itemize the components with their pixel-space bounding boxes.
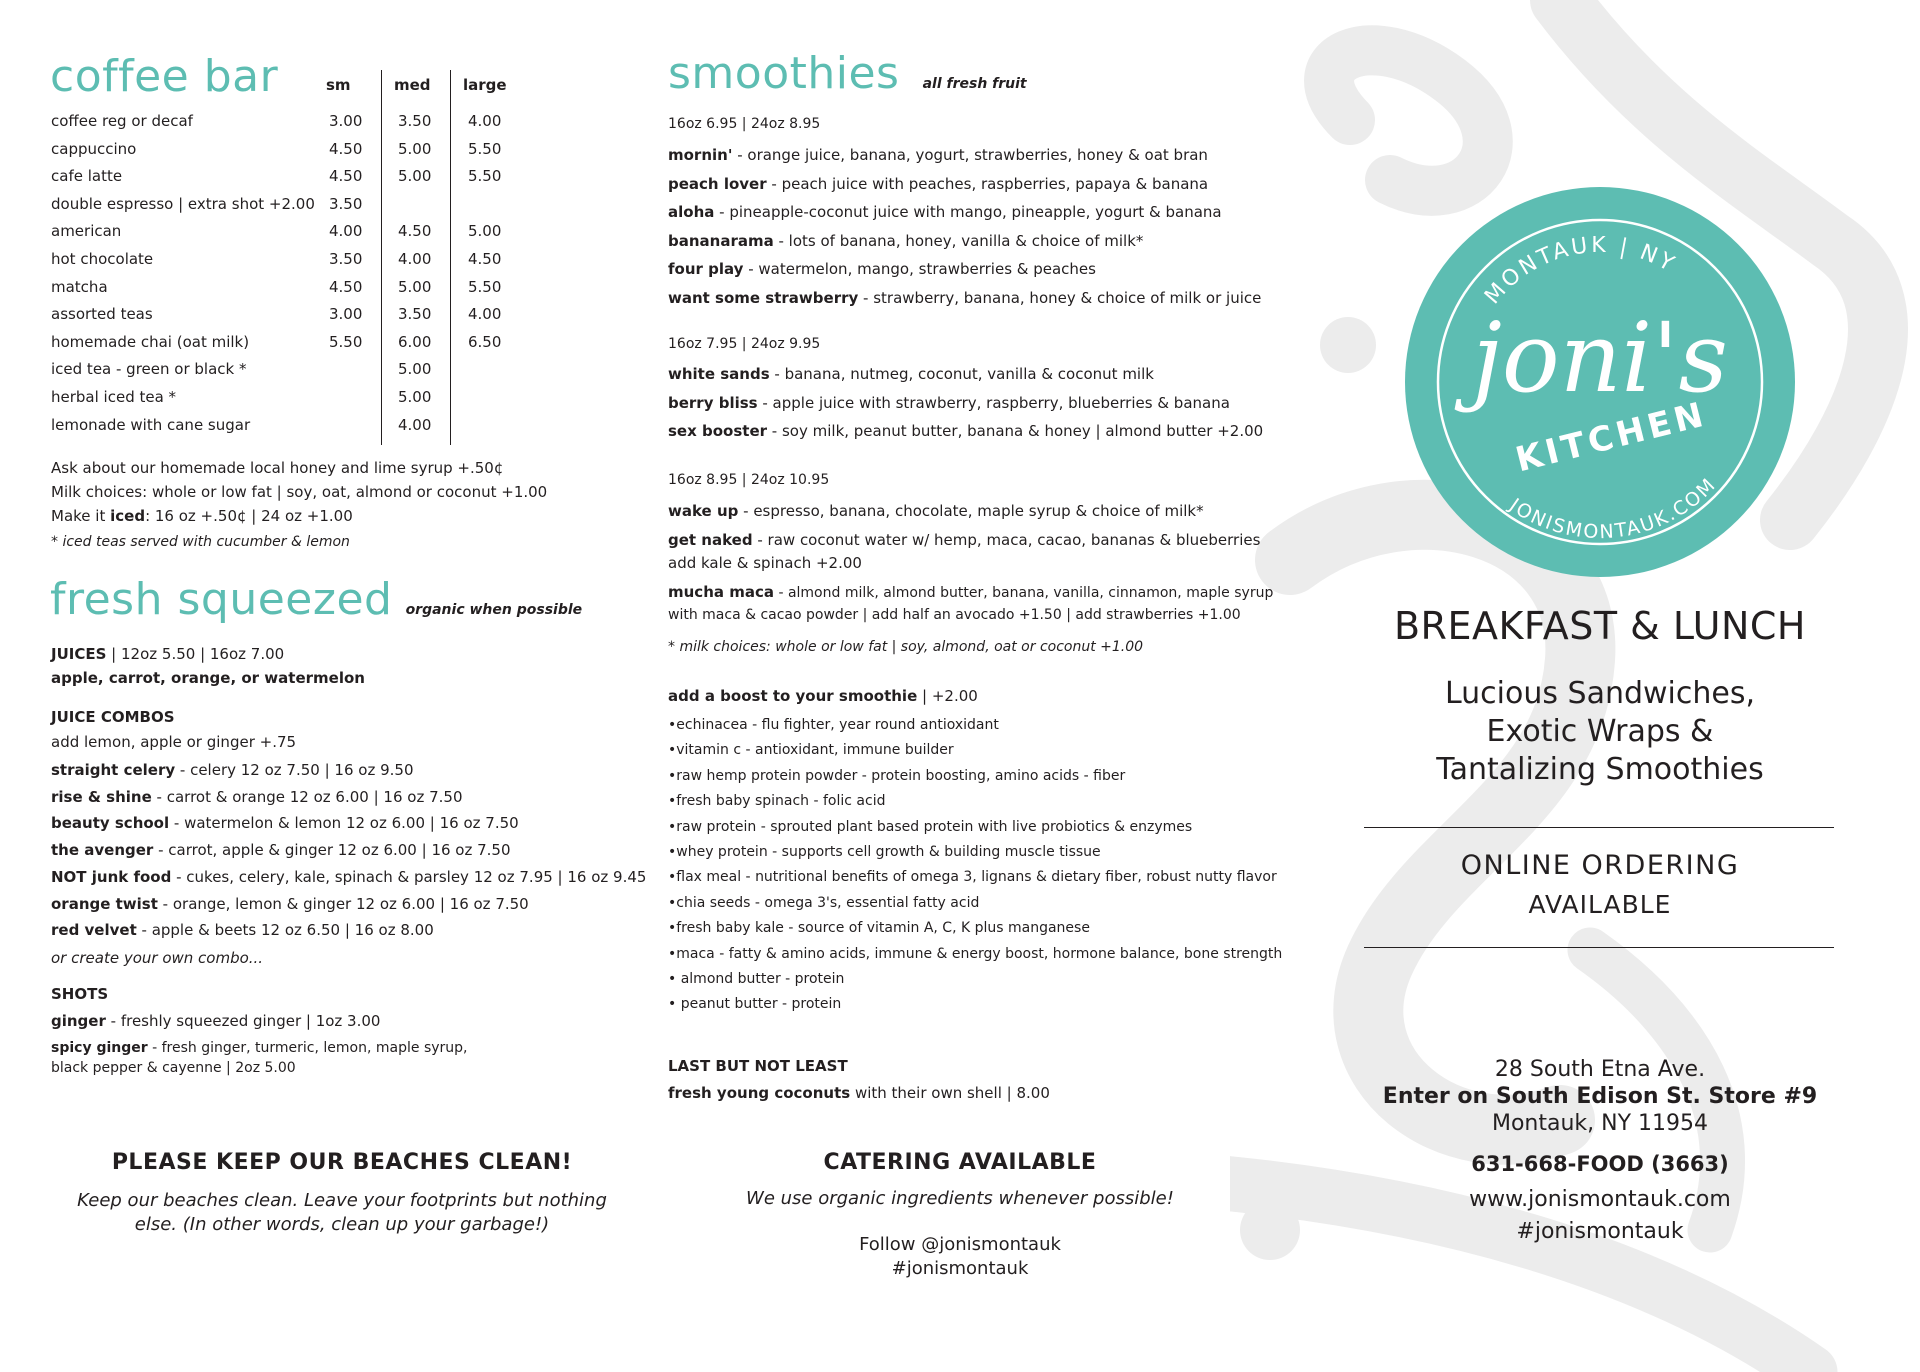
coffee-item-name: cappuccino	[51, 139, 137, 158]
juice-combo-item	[51, 894, 529, 914]
price-small: 3.50	[329, 250, 363, 268]
price-large: 5.00	[468, 222, 502, 241]
boost-item: • almond butter - protein	[668, 971, 845, 987]
price-small: 4.00	[329, 222, 363, 241]
boost-item: •echinacea - flu fighter, year round antioxidant	[668, 717, 999, 733]
coffee-row	[51, 412, 521, 440]
smoothie-group3-price: 16oz 8.95 | 24oz 10.95	[668, 472, 830, 488]
juice-combo-name: NOT junk food	[51, 867, 172, 886]
coffee-row	[51, 246, 521, 274]
coffee-item-name: cafe latte	[51, 167, 123, 186]
logo-kitchen-text: KITCHEN	[1511, 394, 1711, 481]
hashtag-text: #jonismontauk	[891, 1258, 1029, 1279]
milk-choices-footnote: * milk choices: whole or low fat | soy, almond, oat or coconut +1.00	[668, 639, 1144, 655]
boost-item: •flax meal - nutritional benefits of omega 3, lignans & dietary fiber, robust nutty flavor	[668, 869, 1277, 886]
price-medium: 5.00	[398, 277, 432, 296]
size-small-header: sm	[326, 76, 351, 94]
price-medium: 5.00	[398, 388, 432, 406]
smoothie-desc: - soy milk, peanut butter, banana & honey | almond butter +2.00	[767, 422, 1264, 440]
smoothie-item	[668, 145, 1208, 165]
shot-spicy-ginger-detail: black pepper & cayenne | 2oz 5.00	[51, 1060, 296, 1076]
coffee-row	[51, 108, 521, 136]
size-medium-header: med	[394, 76, 431, 94]
juice-combo-desc: - carrot & orange 12 oz 6.00 | 16 oz 7.50	[151, 787, 463, 806]
juices-list: apple, carrot, orange, or watermelon	[51, 669, 365, 687]
fresh-squeezed-title: fresh squeezed	[50, 574, 393, 625]
shot-ginger: ginger - freshly squeezed ginger | 1oz 3.00	[51, 1012, 381, 1030]
smoothie-item	[668, 231, 1143, 251]
smoothie-mucha-maca: mucha maca - almond milk, almond butter, banana, vanilla, cinnamon, maple syrup	[668, 583, 1274, 601]
smoothie-name: white sands	[668, 365, 770, 383]
price-small: 3.00	[329, 305, 363, 324]
smoothie-name: aloha	[668, 203, 715, 221]
online-ordering-available: AVAILABLE	[1528, 890, 1672, 919]
honey-note: Ask about our homemade local honey and lime syrup +.50¢	[51, 459, 504, 477]
logo-name-text: joni's	[1472, 302, 1728, 414]
combos-add-note: add lemon, apple or ginger +.75	[51, 733, 297, 751]
smoothies-heading	[668, 48, 1027, 99]
price-small: 3.50	[329, 194, 363, 213]
coffee-row	[51, 301, 521, 329]
phone-number[interactable]: 631-668-FOOD (3663)	[1471, 1152, 1729, 1176]
smoothie-mucha-maca-detail: with maca & cacao powder | add half an avocado +1.50 | add strawberries +1.00	[668, 607, 1241, 623]
boost-item: •fresh baby kale - source of vitamin A, C, K plus manganese	[668, 920, 1090, 937]
price-medium: 3.50	[398, 305, 432, 324]
price-large: 4.00	[468, 305, 502, 324]
online-ordering-heading[interactable]: ONLINE ORDERING	[1460, 850, 1740, 881]
menu-description-line1: Lucious Sandwiches,	[1444, 676, 1756, 711]
juice-combo-item	[51, 867, 646, 887]
smoothie-desc: - pineapple-coconut juice with mango, pineapple, yogurt & banana	[714, 203, 1222, 221]
smoothie-name: four play	[668, 260, 744, 278]
price-medium: 5.00	[398, 360, 432, 379]
create-own-combo: or create your own combo...	[51, 949, 264, 967]
coffee-item-name: herbal iced tea *	[51, 388, 177, 406]
price-small: 3.00	[329, 112, 363, 130]
boost-item: • peanut butter - protein	[668, 996, 842, 1013]
juice-combo-item	[51, 840, 511, 860]
price-large: 5.50	[468, 167, 502, 186]
smoothie-desc: - peach juice with peaches, raspberries, papaya & banana	[766, 174, 1209, 193]
divider-rule	[1364, 947, 1834, 948]
coffee-row	[51, 329, 521, 357]
smoothie-name: mornin'	[668, 146, 733, 164]
smoothie-name: berry bliss	[668, 393, 758, 412]
divider-rule	[1364, 827, 1834, 828]
price-medium: 4.00	[398, 415, 432, 434]
smoothie-item	[668, 421, 1263, 441]
address-street: 28 South Etna Ave.	[1494, 1057, 1706, 1082]
juice-combo-name: rise & shine	[51, 787, 152, 806]
boost-item: •vitamin c - antioxidant, immune builder	[668, 742, 954, 759]
smoothies-title: smoothies	[668, 48, 900, 99]
menu-description-line3: Tantalizing Smoothies	[1436, 752, 1764, 787]
smoothie-item	[668, 259, 1096, 279]
address-city: Montauk, NY 11954	[1491, 1111, 1709, 1136]
coffee-item-name: double espresso | extra shot +2.00	[51, 194, 315, 213]
coffee-row	[51, 356, 521, 384]
milk-choices-note: Milk choices: whole or low fat | soy, oat, almond or coconut +1.00	[51, 483, 548, 501]
smoothie-name: sex booster	[668, 422, 768, 440]
juices-line: JUICES | 12oz 5.50 | 16oz 7.00	[51, 645, 285, 663]
juice-combo-item	[51, 920, 434, 940]
price-small: 4.50	[329, 139, 363, 158]
juice-combo-desc: - cukes, celery, kale, spinach & parsley 12 oz 7.95 | 16 oz 9.45	[171, 867, 647, 886]
iced-tea-footnote: * iced teas served with cucumber & lemon	[51, 534, 350, 550]
boost-item: •maca - fatty & amino acids, immune & energy boost, hormone balance, bone strength	[668, 945, 1283, 962]
smoothie-name: bananarama	[668, 231, 774, 250]
juice-combo-desc: - celery 12 oz 7.50 | 16 oz 9.50	[175, 761, 414, 779]
smoothie-desc: - orange juice, banana, yogurt, strawberries, honey & oat bran	[732, 146, 1208, 164]
coffee-item-name: hot chocolate	[51, 250, 154, 268]
smoothie-desc: - strawberry, banana, honey & choice of milk or juice	[858, 288, 1262, 307]
jonis-kitchen-logo	[1404, 186, 1796, 578]
smoothie-item	[668, 288, 1261, 308]
shot-spicy-ginger: spicy ginger - fresh ginger, turmeric, lemon, maple syrup,	[51, 1040, 468, 1056]
beaches-heading: PLEASE KEEP OUR BEACHES CLEAN!	[111, 1150, 573, 1175]
boost-item: •raw hemp protein powder - protein boosting, amino acids - fiber	[668, 767, 1126, 784]
juice-combo-name: beauty school	[51, 814, 170, 833]
boost-item: •whey protein - supports cell growth & building muscle tissue	[668, 844, 1101, 860]
logo-url-text: JONISMONTAUK.COM	[1505, 473, 1721, 544]
price-large: 4.00	[468, 112, 502, 130]
fresh-coconuts-item: fresh young coconuts with their own shell | 8.00	[668, 1084, 1050, 1102]
shots-label: SHOTS	[51, 985, 109, 1003]
coffee-item-name: matcha	[51, 277, 108, 296]
brand-hashtag: #jonismontauk	[1516, 1219, 1684, 1244]
smoothie-desc: - lots of banana, honey, vanilla & choice of milk*	[773, 231, 1144, 250]
coffee-item-name: american	[51, 222, 122, 241]
juice-combo-item	[51, 813, 519, 833]
smoothie-get-naked-addon: add kale & spinach +2.00	[668, 554, 862, 572]
juice-combos-label: JUICE COMBOS	[51, 708, 175, 726]
smoothie-desc: - watermelon, mango, strawberries & peaches	[743, 260, 1096, 278]
address-entrance: Enter on South Edison St. Store #9	[1382, 1084, 1818, 1109]
price-small: 4.50	[329, 167, 363, 186]
coffee-item-name: iced tea - green or black *	[51, 360, 247, 379]
smoothie-item	[668, 174, 1208, 194]
boost-heading: add a boost to your smoothie | +2.00	[668, 687, 978, 705]
juice-combo-item	[51, 787, 463, 807]
price-large: 4.50	[468, 250, 502, 268]
catering-heading: CATERING AVAILABLE	[823, 1150, 1097, 1175]
price-medium: 4.50	[398, 222, 432, 241]
smoothie-group1-price: 16oz 6.95 | 24oz 8.95	[668, 116, 821, 132]
price-medium: 5.00	[398, 167, 432, 186]
coffee-item-name: homemade chai (oat milk)	[51, 332, 250, 351]
price-medium: 3.50	[398, 112, 432, 130]
iced-upgrade-note: Make it iced: 16 oz +.50¢ | 24 oz +1.00	[51, 507, 353, 525]
website-link[interactable]: www.jonismontauk.com	[1469, 1187, 1731, 1212]
coffee-item-name: assorted teas	[51, 305, 153, 324]
juice-combo-desc: - carrot, apple & ginger 12 oz 6.00 | 16 oz 7.50	[153, 841, 511, 860]
juice-combo-name: the avenger	[51, 841, 154, 860]
coffee-row	[51, 218, 521, 246]
juice-combo-name: orange twist	[51, 894, 158, 913]
logo-location-text: MONTAUK | NY	[1480, 232, 1681, 310]
coffee-row	[51, 274, 521, 302]
coffee-row	[51, 191, 521, 219]
breakfast-lunch-tagline: BREAKFAST & LUNCH	[1393, 604, 1806, 648]
organic-note: We use organic ingredients whenever possible!	[746, 1188, 1174, 1209]
boost-item: •fresh baby spinach - folic acid	[668, 793, 886, 810]
price-large: 5.50	[468, 139, 502, 158]
price-medium: 6.00	[398, 332, 432, 351]
price-large: 5.50	[468, 277, 502, 296]
coffee-item-name: coffee reg or decaf	[51, 112, 193, 130]
smoothie-name: want some strawberry	[668, 288, 859, 307]
smoothie-desc: - banana, nutmeg, coconut, vanilla & coconut milk	[769, 365, 1154, 383]
coffee-row	[51, 163, 521, 191]
juice-combo-desc: - watermelon & lemon 12 oz 6.00 | 16 oz 7.50	[169, 814, 519, 833]
beaches-text-line2: else. (In other words, clean up your garbage!)	[134, 1214, 550, 1235]
price-small: 4.50	[329, 277, 363, 296]
menu-description-line2: Exotic Wraps &	[1486, 714, 1714, 749]
price-medium: 5.00	[398, 139, 432, 158]
smoothie-group2-price: 16oz 7.95 | 24oz 9.95	[668, 336, 821, 352]
smoothie-wake-up: wake up - espresso, banana, chocolate, maple syrup & choice of milk*	[668, 502, 1204, 520]
price-small: 5.50	[329, 332, 363, 351]
juice-combo-item	[51, 760, 414, 780]
coffee-item-name: lemonade with cane sugar	[51, 415, 251, 434]
size-large-header: large	[463, 76, 507, 94]
juice-combo-desc: - apple & beets 12 oz 6.50 | 16 oz 8.00	[136, 921, 434, 940]
beaches-text-line1: Keep our beaches clean. Leave your footprints but nothing	[77, 1190, 607, 1211]
smoothie-item	[668, 202, 1222, 222]
smoothie-get-naked: get naked - raw coconut water w/ hemp, maca, cacao, bananas & blueberries	[668, 531, 1261, 549]
juice-combo-name: red velvet	[51, 921, 137, 940]
smoothie-desc: - apple juice with strawberry, raspberry, blueberries & banana	[757, 393, 1230, 412]
coffee-row	[51, 384, 521, 412]
price-large: 6.50	[468, 332, 502, 351]
smoothies-subtitle: all fresh fruit	[922, 76, 1027, 92]
last-but-not-least-label: LAST BUT NOT LEAST	[668, 1057, 848, 1075]
boost-item: •chia seeds - omega 3's, essential fatty acid	[668, 894, 980, 911]
coffee-bar-title: coffee bar	[50, 51, 279, 102]
juice-combo-desc: - orange, lemon & ginger 12 oz 6.00 | 16 oz 7.50	[157, 894, 529, 913]
boost-item: •raw protein - sprouted plant based protein with live probiotics & enzymes	[668, 818, 1193, 835]
fresh-squeezed-heading	[50, 574, 583, 625]
fresh-squeezed-subtitle: organic when possible	[405, 602, 583, 618]
follow-instagram-link[interactable]: Follow @jonismontauk	[859, 1234, 1061, 1255]
price-medium: 4.00	[398, 250, 432, 268]
coffee-row	[51, 136, 521, 164]
smoothie-name: peach lover	[668, 174, 767, 193]
juice-combo-name: straight celery	[51, 761, 176, 779]
smoothie-item	[668, 393, 1230, 413]
smoothie-item	[668, 364, 1154, 384]
